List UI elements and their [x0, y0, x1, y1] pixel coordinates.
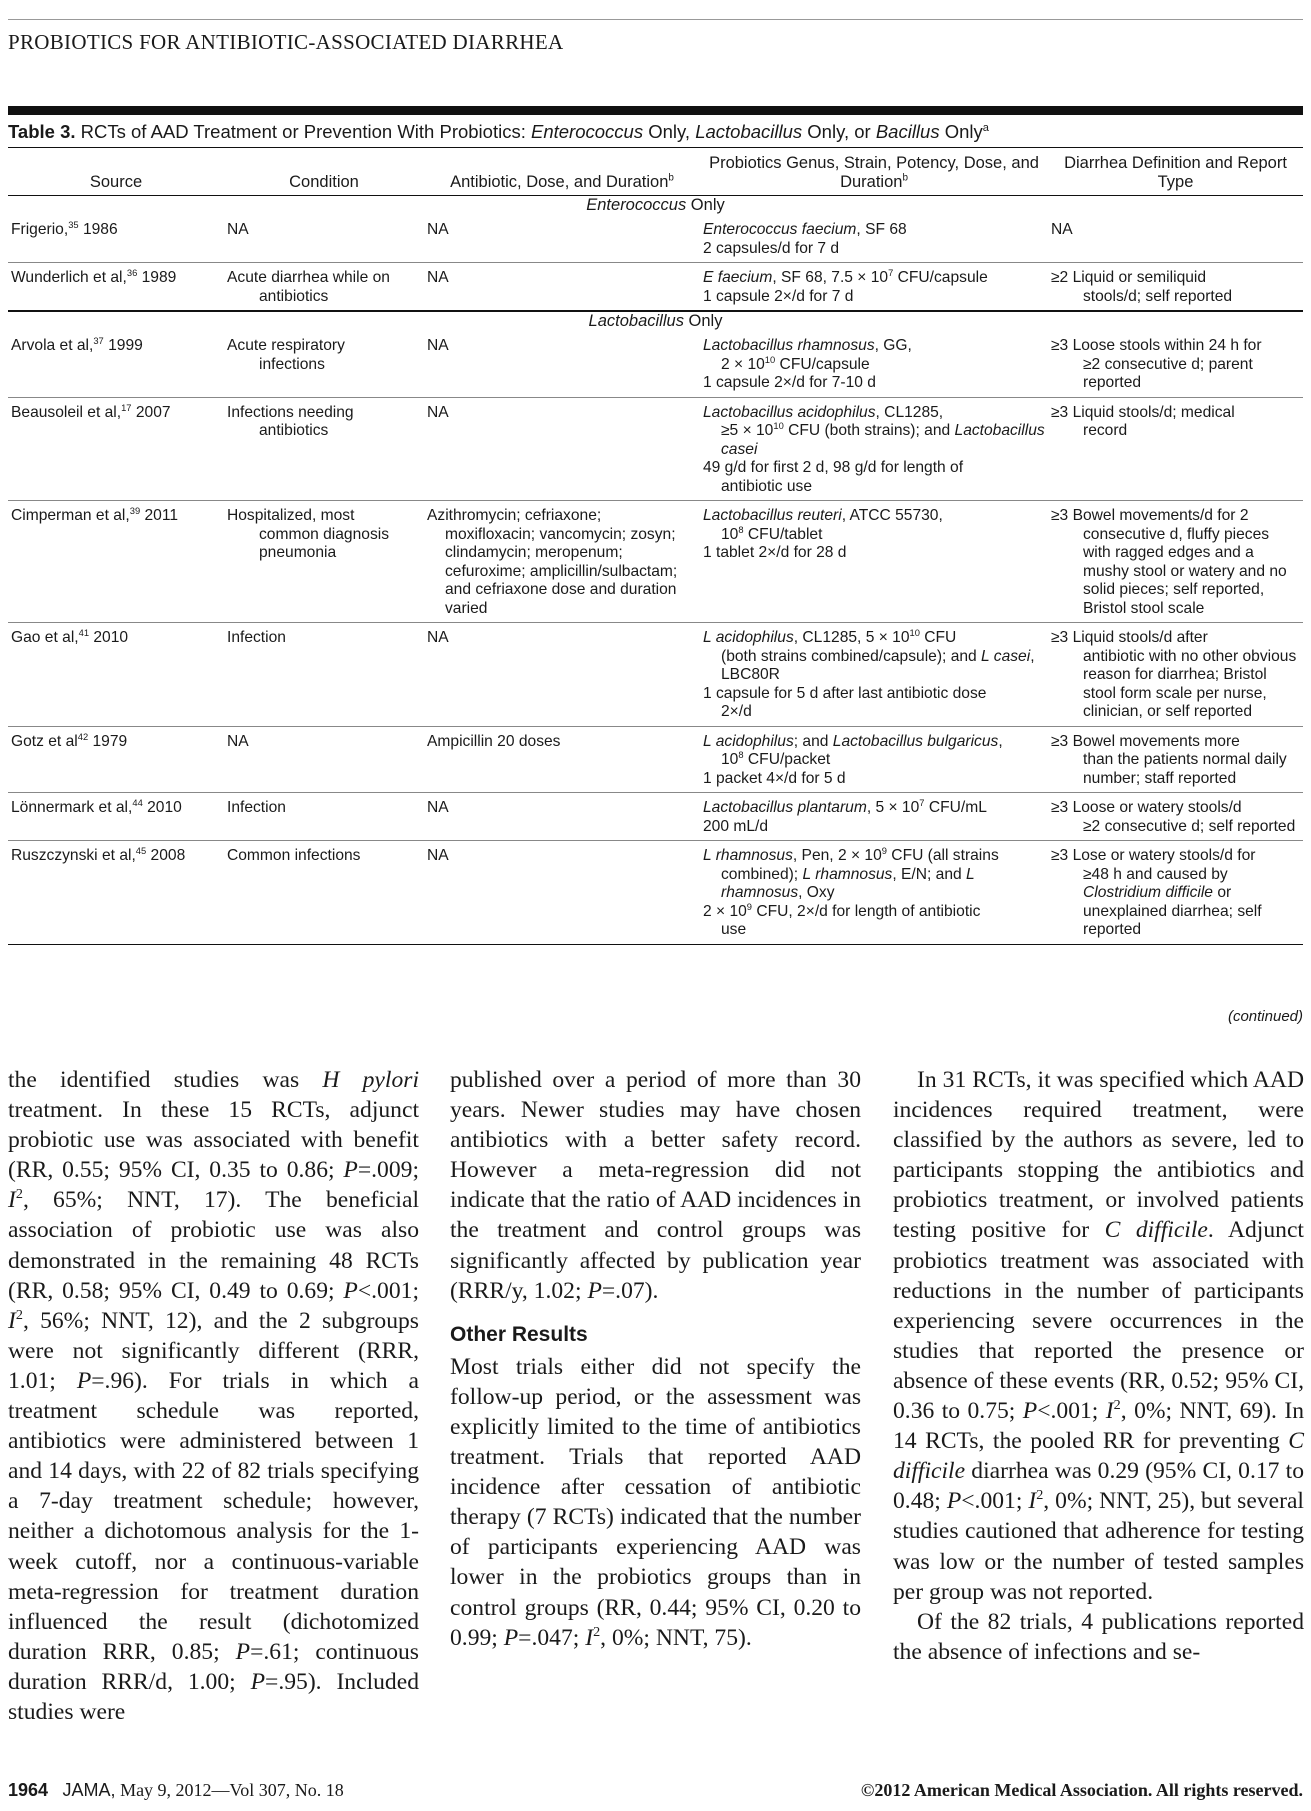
cell-condition: Acute respiratory infections: [227, 337, 345, 373]
cell-probiotics: Enterococcus faecium, SF 68 2 capsules/d for 7 d: [703, 221, 907, 257]
col3-paragraph-2: Of the 82 trials, 4 publications reported the absence of infections and se-: [893, 1608, 1304, 1665]
table-row: [8, 215, 1303, 263]
section-header-row: [8, 196, 1303, 216]
cell-condition: Infection: [227, 799, 286, 816]
table-caption: RCTs of AAD Treatment or Prevention With Probiotics: Enterococcus Only, Lactobacillus Only, or Bacillus Only$^a$: [80, 121, 989, 142]
header-rule: [8, 19, 1303, 20]
table-row: [8, 397, 1303, 501]
col1-paragraph: the identified studies was H pylori treatment. In these 15 RCTs, adjunct probiotic use was associated with benefit (RR, 0.55; 95% CI, 0.35 to 0.86; P=.009; $I^2$, 65%; NNT, 17). The beneficial association of probiotic use was also demonstrated in the remaining 48 RCTs (RR, 0.58; 95% CI, 0.49 to 0.69; P<.001; $I^2$, 56%; NNT, 12), and the 2 subgroups were not significantly different (RRR, 1.01; P=.96). For trials in which a treatment schedule was reported, antibiotics were administered between 1 and 14 days, with 22 of 82 trials specifying a 7-day treatment schedule; however, neither a dichotomous analysis for the 1-week cutoff, nor a continuous-variable meta-regression for treatment duration influenced the result (dichotomized duration RRR, 0.85; P=.61; continuous duration RRR/d, 1.00; P=.95). Included studies were: [8, 1067, 420, 1725]
footer-citation: [8, 1780, 344, 1801]
cell-probiotics: Lactobacillus plantarum, $5 \times 10^7$ CFU/mL 200 mL/d: [703, 797, 987, 835]
cell-condition: NA: [227, 732, 249, 750]
journal-name: JAMA,: [62, 1780, 116, 1800]
cell-source: Arvola et al,$^{37}$ 1999: [11, 335, 143, 354]
cell-antibiotic: NA: [427, 847, 449, 864]
table-row: [8, 623, 1303, 727]
header-probiotics: Probiotics Genus, Strain, Potency, Dose, and Duration$^b$: [709, 154, 1039, 191]
cell-condition: Common infections: [227, 847, 361, 864]
cell-diarrhea-definition: ≥3 Bowel movements/d for 2 consecutive d, fluffy pieces with ragged edges and a mushy stool or watery and no solid pieces; self reported, Bristol stool scale: [1051, 507, 1287, 617]
cell-diarrhea-definition: ≥3 Loose stools within 24 h for ≥2 consecutive d; parent reported: [1051, 337, 1262, 391]
issue-info: May 9, 2012—Vol 307, No. 18: [120, 1780, 344, 1800]
header-condition: Condition: [289, 173, 359, 191]
cell-source: Cimperman et al,$^{39}$ 2011: [11, 505, 179, 524]
section-label: Enterococcus Only: [586, 196, 725, 214]
table-container: [8, 147, 1303, 945]
table-row: [8, 501, 1303, 623]
cell-antibiotic: NA: [427, 403, 449, 421]
table-row: [8, 793, 1303, 841]
header-source: Source: [89, 173, 143, 191]
cell-antibiotic: NA: [427, 629, 449, 646]
cell-antibiotic: Ampicillin 20 doses: [427, 732, 561, 750]
cell-antibiotic: NA: [427, 221, 449, 238]
cell-source: Frigerio,$^{35}$ 1986: [11, 219, 118, 238]
cell-probiotics: Lactobacillus rhamnosus, GG, $2 \times 10^{10}$ CFU/capsule 1 capsule 2×/d for 7-10 d: [703, 337, 912, 391]
col3-paragraph-1: In 31 RCTs, it was specified which AAD incidences required treatment, were classified by the authors as severe, led to participants stopping the antibiotics and probiotics treatment, or involved patients testing positive for C difficile. Adjunct probiotics treatment was associated with reductions in the number of participants experiencing severe occurrences in the studies that reported the presence or absence of these events (RR, 0.52; 95% CI, 0.36 to 0.75; P<.001; $I^2$, 0%; NNT, 69). In 14 RCTs, the pooled RR for preventing C difficile diarrhea was 0.29 (95% CI, 0.17 to 0.48; P<.001; $I^2$, 0%; NNT, 25), but several studies cautioned that adherence for testing was low or the number of tested samples per group was not reported.: [893, 1067, 1304, 1605]
cell-diarrhea-definition: NA: [1051, 221, 1073, 238]
section-label: Lactobacillus Only: [588, 312, 723, 330]
cell-diarrhea-definition: ≥3 Loose or watery stools/d ≥2 consecutive d; self reported: [1051, 799, 1296, 835]
cell-source: Beausoleil et al,$^{17}$ 2007: [11, 402, 171, 421]
cell-source: Gotz et $al^{42}$ 1979: [11, 731, 128, 750]
cell-probiotics: Lactobacillus acidophilus, CL1285, $\ge 5 \times 10^{10}$ CFU (both strains); and Lactobacillus casei 49 g/d for first 2 d, 98 g/d for length of antibiotic use: [703, 403, 1045, 495]
body-column-2: [450, 1065, 861, 1653]
running-head: PROBIOTICS FOR ANTIBIOTIC-ASSOCIATED DIARRHEA: [8, 30, 564, 54]
cell-source: Lönnermark et al,$^{44}$ 2010: [11, 797, 182, 816]
cell-probiotics: E faecium, SF 68, $7.5 \times 10^7$ CFU/capsule 1 capsule 2×/d for 7 d: [703, 267, 988, 305]
cell-probiotics: L acidophilus; and Lactobacillus bulgaricus, $10^8$ CFU/packet 1 packet 4×/d for 5 d: [703, 732, 1003, 787]
rct-table: [8, 148, 1303, 945]
cell-antibiotic: Azithromycin; cefriaxone; moxifloxacin; vancomycin; zosyn; clindamycin; meropenum; cefuroxime; amplicillin/sulbactam; and cefriaxone dose and duration varied: [427, 507, 678, 617]
col2-paragraph-1: published over a period of more than 30 years. Newer studies may have chosen antibiotics with a better safety record. However a meta-regression did not indicate that the ratio of AAD incidences in the treatment and control groups was significantly affected by publication year (RRR/y, 1.02; P=.07).: [450, 1067, 861, 1304]
table-body: [8, 196, 1303, 945]
cell-source: Gao et al,$^{41}$ 2010: [11, 627, 129, 646]
table-title: [8, 121, 989, 143]
cell-antibiotic: NA: [427, 269, 449, 286]
body-column-1: [8, 1065, 419, 1727]
cell-diarrhea-definition: ≥3 Bowel movements more than the patients normal daily number; staff reported: [1051, 732, 1287, 787]
table-header-row: [8, 148, 1303, 196]
body-column-3: [893, 1065, 1304, 1667]
cell-antibiotic: NA: [427, 799, 449, 816]
page-number: 1964: [8, 1780, 49, 1800]
cell-source: Ruszczynski et al,$^{45}$ 2008: [11, 845, 186, 864]
header-diarrhea-definition: Diarrhea Definition and Report Type: [1064, 154, 1287, 191]
cell-antibiotic: NA: [427, 337, 449, 354]
cell-source: Wunderlich et al,$^{36}$ 1989: [11, 267, 177, 286]
table-row: [8, 841, 1303, 945]
header-antibiotic: Antibiotic, Dose, and Duration$^b$: [450, 172, 674, 191]
copyright: ©2012 American Medical Association. All rights reserved.: [860, 1780, 1303, 1800]
cell-condition: Infections needing antibiotics: [227, 403, 354, 439]
cell-diarrhea-definition: ≥2 Liquid or semiliquid stools/d; self reported: [1051, 269, 1233, 305]
cell-diarrhea-definition: ≥3 Liquid stools/d; medical record: [1051, 403, 1235, 439]
cell-diarrhea-definition: ≥3 Liquid stools/d after antibiotic with no other obvious reason for diarrhea; Bristol stool form scale per nurse, clinician, or self reported: [1051, 629, 1297, 720]
table-top-rule: [8, 106, 1303, 115]
cell-probiotics: L acidophilus, CL1285, $5 \times 10^{10}$ CFU (both strains combined/capsule); and L casei, LBC80R 1 capsule for 5 d after last antibiotic dose 2×/d: [703, 627, 1035, 720]
table-label: Table 3.: [8, 121, 76, 142]
table-row: [8, 331, 1303, 397]
cell-probiotics: L rhamnosus, Pen, $2 \times 10^9$ CFU (all strains combined); L rhamnosus, E/N; and L rhamnosus, Oxy $2 \times 10^9$ CFU, 2×/d for length of antibiotic use: [703, 845, 999, 938]
table-row: [8, 726, 1303, 793]
col2-paragraph-2: Most trials either did not specify the follow-up period, or the assessment was explicitly limited to the time of antibiotics treatment. Trials that reported AAD incidence after cessation of antibiotic therapy (7 RCTs) indicated that the number of participants experiencing AAD was lower in the probiotics groups than in control groups (RR, 0.44; 95% CI, 0.20 to 0.99; P=.047; $I^2$, 0%; NNT, 75).: [450, 1353, 861, 1651]
section-header-row: [8, 311, 1303, 331]
cell-condition: Hospitalized, most common diagnosis pneumonia: [227, 507, 390, 561]
cell-condition: Infection: [227, 629, 286, 646]
cell-condition: NA: [227, 221, 249, 238]
table-row: [8, 263, 1303, 312]
cell-probiotics: Lactobacillus reuteri, ATCC 55730, $10^8$ CFU/tablet 1 tablet 2×/d for 28 d: [703, 507, 943, 561]
cell-condition: Acute diarrhea while on antibiotics: [227, 269, 390, 305]
section-heading-other-results: Other Results: [450, 1322, 588, 1346]
cell-diarrhea-definition: ≥3 Lose or watery stools/d for ≥48 h and caused by Clostridium difficile or unexplained diarrhea; self reported: [1051, 847, 1262, 938]
continued-note: (continued): [1227, 1008, 1303, 1025]
